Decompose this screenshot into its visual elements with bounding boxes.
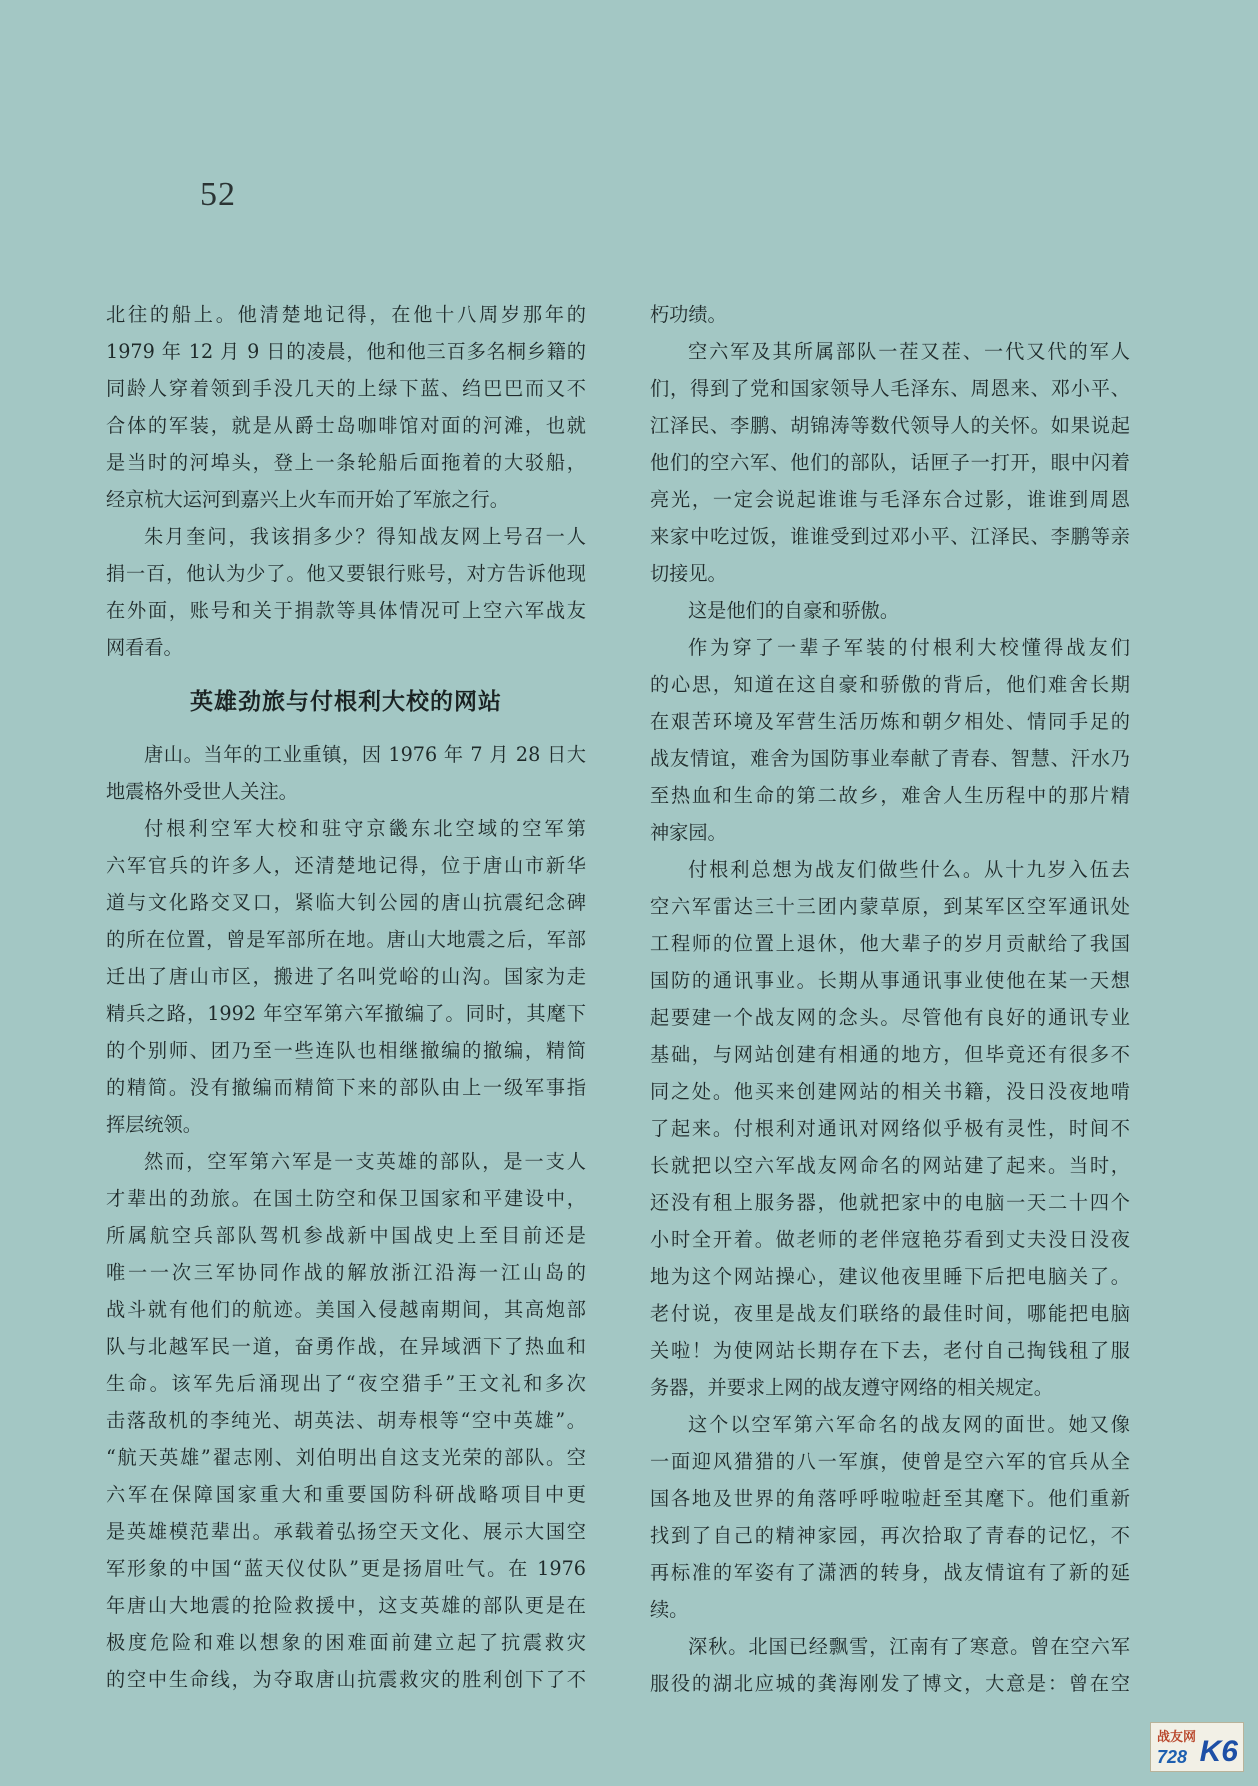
text-line: 的空中生命线，为夺取唐山抗震救灾的胜利创下了不 <box>106 1668 586 1691</box>
text-line: 是英雄模范辈出。承载着弘扬空天文化、展示大国空 <box>106 1520 586 1543</box>
watermark-number: 728 <box>1157 1747 1188 1767</box>
text-line: 同之处。他买来创建网站的相关书籍，没日没夜地啃 <box>650 1080 1130 1103</box>
text-line: 江泽民、李鹏、胡锦涛等数代领导人的关怀。如果说起 <box>650 414 1130 437</box>
text-line: 还没有租上服务器，他就把家中的电脑一天二十四个 <box>650 1191 1130 1214</box>
text-line: 的个别师、团乃至一些连队也相继撤编的撤编，精简 <box>106 1039 586 1062</box>
text-line: 同龄人穿着领到手没几天的上绿下蓝、绉巴巴而又不 <box>106 377 586 400</box>
text-line: 务器，并要求上网的战友遵守网络的相关规定。 <box>650 1376 1053 1399</box>
text-line: 朽功绩。 <box>650 303 727 326</box>
text-line: 基础，与网站创建有相通的地方，但毕竟还有很多不 <box>650 1043 1130 1066</box>
site-watermark-logo <box>1150 1722 1244 1772</box>
text-line: 捐一百，他认为少了。他又要银行账号，对方告诉他现 <box>106 562 586 585</box>
watermark-k6: K6 <box>1199 1735 1238 1768</box>
text-line: 了起来。付根利对通讯对网络似乎极有灵性，时间不 <box>650 1117 1130 1140</box>
text-line: 神家园。 <box>650 821 727 844</box>
text-line: 所属航空兵部队驾机参战新中国战史上至目前还是 <box>106 1224 586 1247</box>
text-line: 战友情谊，难舍为国防事业奉献了青春、智慧、汗水乃 <box>650 747 1130 770</box>
section-heading: 英雄劲旅与付根利大校的网站 <box>190 689 502 715</box>
text-line: 然而，空军第六军是一支英雄的部队，是一支人 <box>144 1150 586 1173</box>
watermark-site-name: 战友网 <box>1157 1729 1197 1744</box>
text-line: 队与北越军民一道，奋勇作战，在异域洒下了热血和 <box>106 1335 586 1358</box>
text-line: 六军官兵的许多人，还清楚地记得，位于唐山市新华 <box>106 854 586 877</box>
text-line: 年唐山大地震的抢险救援中，这支英雄的部队更是在 <box>106 1594 586 1617</box>
text-line: “航天英雄”翟志刚、刘伯明出自这支光荣的部队。空 <box>106 1446 586 1469</box>
text-line: 服役的湖北应城的龚海刚发了博文，大意是：曾在空 <box>650 1672 1130 1695</box>
text-line: 作为穿了一辈子军装的付根利大校懂得战友们 <box>688 636 1130 659</box>
text-line: 地为这个网站操心，建议他夜里睡下后把电脑关了。 <box>650 1265 1130 1288</box>
text-line: 才辈出的劲旅。在国土防空和保卫国家和平建设中， <box>106 1187 586 1210</box>
text-line: 来家中吃过饭，谁谁受到过邓小平、江泽民、李鹏等亲 <box>650 525 1130 548</box>
text-line: 老付说，夜里是战友们联络的最佳时间，哪能把电脑 <box>650 1302 1130 1325</box>
text-line: 合体的军装，就是从爵士岛咖啡馆对面的河滩，也就 <box>106 414 586 437</box>
text-line: 亮光，一定会说起谁谁与毛泽东合过影，谁谁到周恩 <box>650 488 1130 511</box>
text-line: 起要建一个战友网的念头。尽管他有良好的通讯专业 <box>650 1006 1130 1029</box>
left-column <box>106 296 586 1698</box>
text-line: 付根利空军大校和驻守京畿东北空域的空军第 <box>144 817 586 840</box>
text-line: 至热血和生命的第二故乡，难舍人生历程中的那片精 <box>650 784 1130 807</box>
text-line: 找到了自己的精神家园，再次拾取了青春的记忆，不 <box>650 1524 1130 1547</box>
text-line: 经京杭大运河到嘉兴上火车而开始了军旅之行。 <box>106 488 509 511</box>
text-line: 切接见。 <box>650 562 727 585</box>
text-line: 挥层统领。 <box>106 1113 202 1136</box>
text-line: 道与文化路交叉口，紧临大钊公园的唐山抗震纪念碑 <box>106 891 586 914</box>
text-line: 1979 年 12 月 9 日的凌晨，他和他三百多名桐乡籍的 <box>106 340 586 363</box>
text-line: 击落敌机的李纯光、胡英法、胡寿根等“空中英雄”。 <box>106 1409 586 1432</box>
text-line: 在外面，账号和关于捐款等具体情况可上空六军战友 <box>106 599 586 622</box>
text-line: 在艰苦环境及军营生活历炼和朝夕相处、情同手足的 <box>650 710 1130 733</box>
text-line: 一面迎风猎猎的八一军旗，使曾是空六军的官兵从全 <box>650 1450 1130 1473</box>
text-line: 续。 <box>650 1598 689 1621</box>
text-line: 六军在保障国家重大和重要国防科研战略项目中更 <box>106 1483 586 1506</box>
text-line: 唐山。当年的工业重镇，因 1976 年 7 月 28 日大 <box>144 743 586 766</box>
text-line: 付根利总想为战友们做些什么。从十九岁入伍去 <box>688 858 1130 881</box>
text-line: 唯一一次三军协同作战的解放浙江沿海一江山岛的 <box>106 1261 586 1284</box>
text-line: 的心思，知道在这自豪和骄傲的背后，他们难舍长期 <box>650 673 1130 696</box>
text-line: 深秋。北国已经飘雪，江南有了寒意。曾在空六军 <box>688 1635 1130 1658</box>
text-line: 再标准的军姿有了潇洒的转身，战友情谊有了新的延 <box>650 1561 1130 1584</box>
page-number: 52 <box>200 176 236 213</box>
text-line: 们，得到了党和国家领导人毛泽东、周恩来、邓小平、 <box>650 377 1130 400</box>
text-line: 是当时的河埠头，登上一条轮船后面拖着的大驳船， <box>106 451 586 474</box>
text-line: 的精简。没有撤编而精简下来的部队由上一级军事指 <box>106 1076 586 1099</box>
text-line: 北往的船上。他清楚地记得，在他十八周岁那年的 <box>106 303 586 326</box>
text-line: 极度危险和难以想象的困难面前建立起了抗震救灾 <box>106 1631 586 1654</box>
text-line: 这是他们的自豪和骄傲。 <box>688 599 900 622</box>
text-line: 空六军及其所属部队一茬又茬、一代又代的军人 <box>688 340 1130 363</box>
text-line: 网看看。 <box>106 636 183 659</box>
text-line: 生命。该军先后涌现出了“夜空猎手”王文礼和多次 <box>106 1372 586 1395</box>
text-line: 小时全开着。做老师的老伴寇艳芬看到丈夫没日没夜 <box>650 1228 1130 1251</box>
text-line: 空六军雷达三十三团内蒙草原，到某军区空军通讯处 <box>650 895 1130 918</box>
text-line: 精兵之路，1992 年空军第六军撤编了。同时，其麾下 <box>106 1002 586 1025</box>
text-line: 朱月奎问，我该捐多少？得知战友网上号召一人 <box>144 525 586 548</box>
text-line: 地震格外受世人关注。 <box>106 780 298 803</box>
text-line: 国各地及世界的角落呼呼啦啦赶至其麾下。他们重新 <box>650 1487 1130 1510</box>
text-line: 军形象的中国“蓝天仪仗队”更是扬眉吐气。在 1976 <box>106 1557 586 1580</box>
text-line: 的所在位置，曾是军部所在地。唐山大地震之后，军部 <box>106 928 586 951</box>
text-line: 他们的空六军、他们的部队，话匣子一打开，眼中闪着 <box>650 451 1130 474</box>
text-line: 工程师的位置上退休，他大辈子的岁月贡献给了我国 <box>650 932 1130 955</box>
right-column <box>650 296 1130 1702</box>
text-line: 战斗就有他们的航迹。美国入侵越南期间，其高炮部 <box>106 1298 586 1321</box>
text-line: 这个以空军第六军命名的战友网的面世。她又像 <box>688 1413 1130 1436</box>
text-line: 迁出了唐山市区，搬进了名叫党峪的山沟。国家为走 <box>106 965 586 988</box>
text-line: 长就把以空六军战友网命名的网站建了起来。当时， <box>650 1154 1130 1177</box>
text-line: 关啦！为使网站长期存在下去，老付自己掏钱租了服 <box>650 1339 1130 1362</box>
text-line: 国防的通讯事业。长期从事通讯事业使他在某一天想 <box>650 969 1130 992</box>
